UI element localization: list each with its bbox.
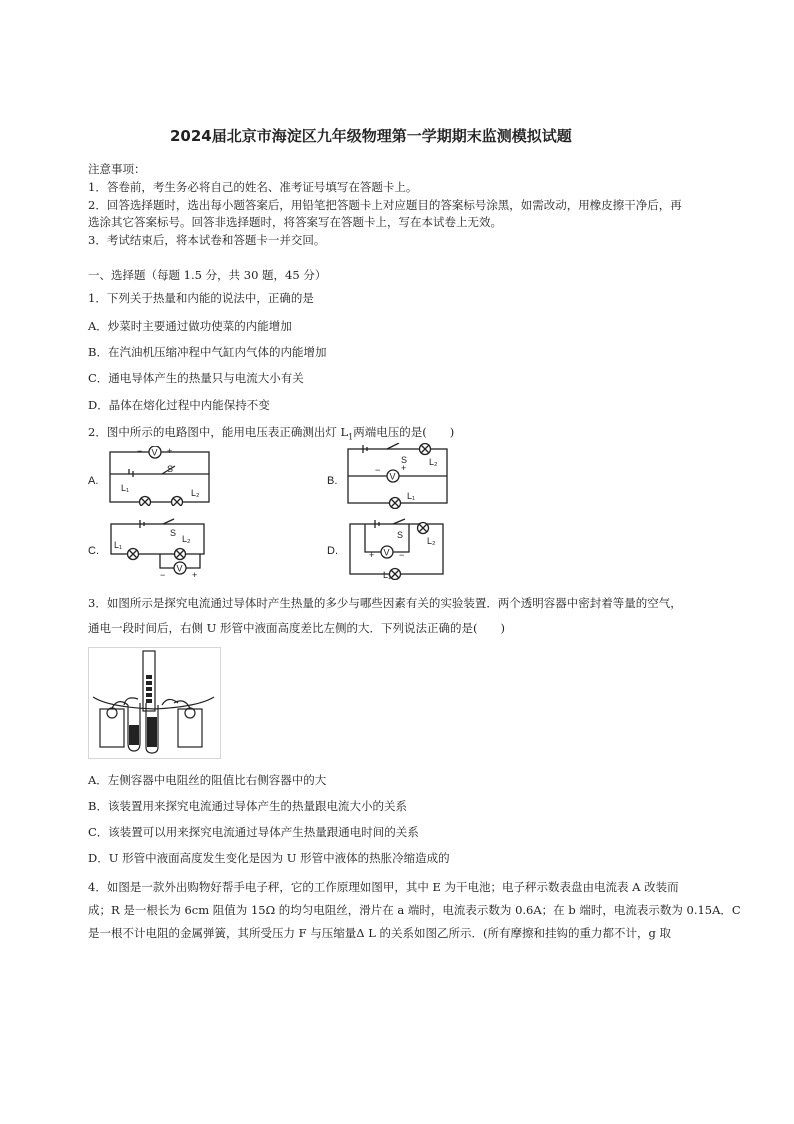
minus-sign: −: [399, 550, 405, 560]
q3-stem-line2: 通电一段时间后，右侧 U 形管中液面高度差比左侧的大．下列说法正确的是( ): [88, 621, 505, 635]
q2-label-c: C.: [88, 545, 99, 557]
q2-label-a: A.: [88, 475, 99, 487]
page-title: 2024届北京市海淀区九年级物理第一学期期末监测模拟试题: [170, 127, 572, 145]
lamp-l1-label: L₁: [114, 540, 123, 550]
circuit-a: [107, 446, 212, 506]
notice-item: 选涂其它答案标号。回答非选择题时，将答案写在答题卡上，写在本试卷上无效。: [88, 215, 502, 229]
switch-label: S: [167, 464, 174, 474]
q1-option-b: B．在汽油机压缩冲程中气缸内气体的内能增加: [88, 345, 327, 359]
minus-sign: −: [137, 446, 143, 456]
circuit-b: [345, 443, 450, 509]
q3-option-b: B．该装置用来探究电流通过导体产生的热量跟电流大小的关系: [88, 799, 407, 813]
notice-item: 1．答卷前，考生务必将自己的姓名、准考证号填写在答题卡上。: [88, 180, 418, 194]
plus-sign: +: [192, 570, 198, 580]
q1-option-d: D．晶体在熔化过程中内能保持不变: [88, 398, 270, 412]
lamp-l1-label: L₁: [407, 491, 416, 501]
q4-line3: 是一根不计电阻的金属弹簧，其所受压力 F 与压缩量Δ L 的关系如图乙所示．(所有摩擦和挂钩的重力都不计，g 取: [88, 926, 672, 940]
lamp-l1-label: L₁: [121, 483, 130, 493]
q2-label-d: D.: [327, 545, 338, 557]
q2-stem-sub: 1: [348, 432, 354, 442]
q1-option-c: C．通电导体产生的热量只与电流大小有关: [88, 371, 304, 385]
q2-stem-prefix: 2．图中所示的电路图中，能用电压表正确测出灯 L: [88, 425, 349, 439]
minus-sign: −: [375, 465, 381, 475]
q1-option-a: A．炒菜时主要通过做功使菜的内能增加: [88, 319, 292, 333]
switch-label: S: [170, 528, 177, 538]
minus-sign: −: [160, 570, 166, 580]
q2-label-b: B.: [327, 475, 338, 487]
plus-sign: +: [401, 463, 407, 473]
voltmeter-label: V: [151, 447, 158, 458]
q2-stem-suffix: 两端电压的是( ): [353, 425, 455, 439]
plus-sign: +: [167, 446, 173, 456]
q3-option-a: A．左侧容器中电阻丝的阻值比右侧容器中的大: [88, 773, 327, 787]
notice-item: 3．考试结束后，将本试卷和答题卡一并交回。: [88, 233, 326, 247]
lamp-l2-label: L₂: [191, 488, 200, 498]
notice-item: 2．回答选择题时，选出每小题答案后，用铅笔把答题卡上对应题目的答案标号涂黑，如需改动，用橡皮擦干净后，再: [88, 198, 682, 212]
q3-option-d: D．U 形管中液面高度发生变化是因为 U 形管中液体的热胀冷缩造成的: [88, 851, 450, 865]
switch-label: S: [397, 530, 404, 540]
lamp-l2-label: L₂: [429, 457, 438, 467]
voltmeter-label: V: [389, 471, 396, 482]
lamp-l2-label: L₂: [427, 536, 436, 546]
plus-sign: +: [369, 550, 375, 560]
q3-apparatus-figure: [88, 647, 221, 759]
q3-stem-line1: 3．如图所示是探究电流通过导体时产生热量的多少与哪些因素有关的实验装置．两个透明容器中密封着等量的空气，: [88, 596, 682, 610]
lamp-l2-label: L₂: [182, 534, 191, 544]
section-heading: 一、选择题（每题 1.5 分，共 30 题，45 分）: [88, 268, 327, 282]
q1-stem: 1．下列关于热量和内能的说法中，正确的是: [88, 291, 314, 305]
lamp-l1-label: L₁: [383, 570, 392, 580]
circuit-d: [347, 518, 447, 580]
voltmeter-label: V: [383, 547, 390, 558]
circuit-c: [108, 518, 208, 580]
q2-stem: [88, 425, 454, 444]
q4-line2: 成；R 是一根长为 6cm 阻值为 15Ω 的均匀电阻丝，滑片在 a 端时，电流表示数为 0.6A；在 b 端时，电流表示数为 0.15A．C: [88, 903, 741, 917]
switch-label: S: [401, 455, 408, 465]
q4-line1: 4．如图是一款外出购物好帮手电子秤，它的工作原理如图甲，其中 E 为干电池；电子秤示数表盘由电流表 A 改装而: [88, 880, 679, 894]
q3-option-c: C．该装置可以用来探究电流通过导体产生热量跟通电时间的关系: [88, 825, 419, 839]
notice-heading: 注意事项：: [88, 162, 146, 176]
voltmeter-label: V: [176, 563, 183, 574]
